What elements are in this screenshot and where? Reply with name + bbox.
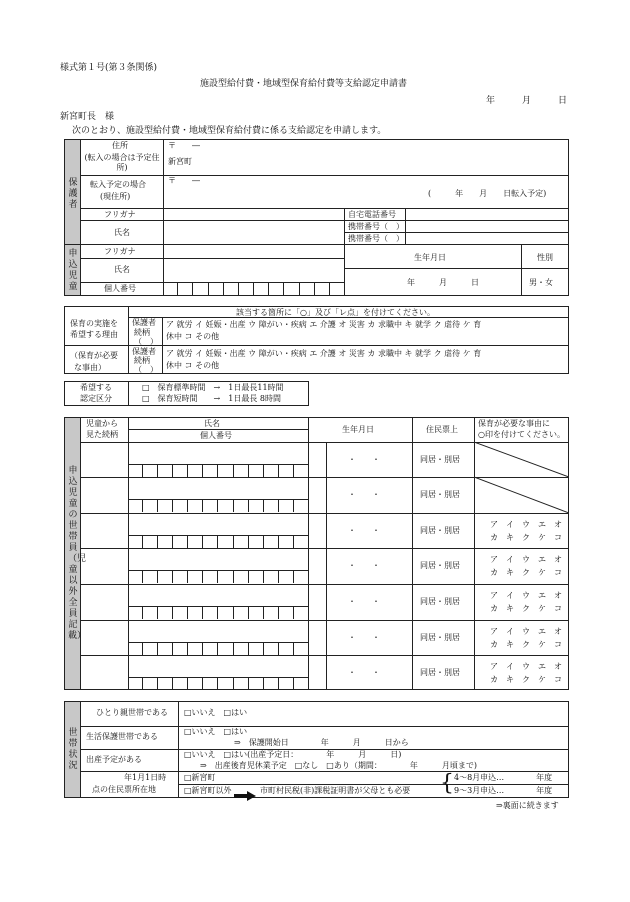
reason-options-2a[interactable]: ア 就労 イ 妊娠・出産 ウ 障がい・疾病 エ 介護 オ 災害 カ 求職中 キ 就学 ク 虐待 ケ 育 (166, 349, 482, 358)
status-side-label: 世帯状況 (68, 728, 78, 771)
birth-header: 生年月日 (342, 425, 374, 434)
member-birthdate[interactable]: ・ ・ (348, 668, 380, 677)
id-header: 個人番号 (200, 431, 232, 440)
guardian-rel-2b: 続柄 (134, 356, 150, 365)
single-parent-checkbox[interactable]: □いいえ □はい (184, 708, 248, 717)
personal-id-boxes[interactable] (128, 570, 308, 583)
outside-town-checkbox[interactable]: □新宮町以外 (184, 786, 232, 795)
child-name-label: 氏名 (114, 265, 130, 274)
sex-label: 性別 (537, 253, 553, 262)
guardian-rel-1b: 続柄 (134, 328, 150, 337)
reason-label-2a: （保育が必要 (70, 351, 118, 360)
need-options-2[interactable]: カ キ ク ケ コ (490, 640, 562, 649)
current-address-label: (現住所) (100, 192, 131, 201)
reason-options-1a[interactable]: ア 就労 イ 妊娠・出産 ウ 障がい・疾病 エ 介護 オ 災害 カ 求職中 キ 就学 ク 虐待 ケ 育 (166, 320, 482, 329)
reason-options-1b[interactable]: 休中 コ その他 (166, 332, 220, 341)
welfare-start-date[interactable]: ⇒ 保護開始日 年 月 日から (234, 738, 409, 747)
rel-header-1: 児童から (86, 419, 118, 428)
birth-plan-label: 出産予定がある (86, 755, 142, 764)
member-birthdate[interactable]: ・ ・ (348, 455, 380, 464)
postal-code-field-2[interactable]: 〒 ― (168, 176, 200, 185)
member-birthdate[interactable]: ・ ・ (348, 490, 380, 499)
need-options-2[interactable]: カ キ ク ケ コ (490, 533, 562, 542)
apr-aug-application[interactable]: 4～8月申込… 年度 (454, 773, 553, 782)
addressee: 新宮町長 様 (60, 112, 115, 122)
personal-id-boxes[interactable] (128, 606, 308, 619)
brace-icon: { (440, 771, 454, 796)
postal-code-field[interactable]: 〒 ― (168, 141, 200, 150)
personal-id-boxes[interactable] (128, 642, 308, 655)
need-options-1[interactable]: ア イ ウ エ オ (490, 555, 562, 564)
arrow-right-icon (234, 786, 256, 796)
transfer-label: 転入予定の場合 (90, 180, 146, 189)
guardian-name-label: 氏名 (114, 228, 130, 237)
reason-label-1a: 保育の実施を (70, 319, 118, 328)
need-options-2[interactable]: カ キ ク ケ コ (490, 604, 562, 613)
personal-id-boxes[interactable] (128, 535, 308, 548)
need-header-2: ○印を付けてください。 (478, 430, 565, 439)
cert-label-2: 認定区分 (80, 394, 112, 403)
sep-mar-application[interactable]: 9～3月申込… 年度 (454, 786, 553, 795)
member-residence[interactable]: 同居・別居 (420, 668, 460, 677)
need-options-1[interactable]: ア イ ウ エ オ (490, 627, 562, 636)
birthdate-value[interactable]: 年 月 日 (407, 278, 479, 287)
welfare-label: 生活保護世帯である (86, 732, 158, 741)
member-residence[interactable]: 同居・別居 (420, 597, 460, 606)
transfer-date[interactable]: ( 年 月 日転入予定) (428, 189, 547, 198)
member-birthdate[interactable]: ・ ・ (348, 561, 380, 570)
child-id-label: 個人番号 (104, 284, 136, 293)
personal-id-boxes[interactable] (128, 499, 308, 512)
form-number: 様式第１号(第３条関係) (60, 63, 158, 73)
personal-id-boxes[interactable] (128, 677, 308, 690)
town-checkbox[interactable]: □新宮町 (184, 773, 216, 782)
single-parent-label: ひとり親世帯である (96, 708, 168, 717)
date-line: 年 月 日 (486, 96, 568, 106)
member-residence[interactable]: 同居・別居 (420, 526, 460, 535)
name-header: 氏名 (204, 419, 220, 428)
reason-label-2b: な事由） (74, 363, 106, 372)
diagonal-strikes (474, 442, 569, 513)
mobile-phone-label-1: 携帯番号（ ） (348, 222, 404, 231)
reason-label-1b: 希望する理由 (70, 330, 118, 339)
town-name: 新宮町 (168, 157, 192, 166)
member-residence[interactable]: 同居・別居 (420, 561, 460, 570)
guardian-rel-2: 保護者 (132, 347, 156, 356)
residence-header: 住民票上 (426, 425, 458, 434)
need-options-2[interactable]: カ キ ク ケ コ (490, 675, 562, 684)
member-residence[interactable]: 同居・別居 (420, 633, 460, 642)
welfare-checkbox[interactable]: □いいえ □はい (184, 727, 248, 736)
birth-plan-checkbox[interactable]: □いいえ □はい(出産予定日： 年 月 日) (184, 750, 402, 759)
need-options-1[interactable]: ア イ ウ エ オ (490, 520, 562, 529)
birth-leave-checkbox[interactable]: ⇒ 出産後育児休業予定 □なし □あり（期間： 年 月頃まで) (200, 761, 477, 770)
child-id-boxes[interactable] (163, 283, 344, 295)
jan1-label-1: 年1月1日時 (124, 773, 167, 782)
need-header-1: 保育が必要な事由に (478, 419, 550, 428)
address-label: 住所 (112, 141, 128, 150)
guardian-rel-1c[interactable]: （ ） (134, 337, 158, 346)
form-title: 施設型給付費・地域型保育給付費等支給認定申請書 (200, 79, 408, 89)
member-birthdate[interactable]: ・ ・ (348, 633, 380, 642)
outside-town-note: 市町村民税(非)課税証明書が父母とも必要 (260, 786, 411, 795)
rel-header-2: 見た続柄 (86, 430, 118, 439)
jan1-label-2: 点の住民票所在地 (92, 785, 156, 794)
cert-short-checkbox[interactable]: □ 保育短時間 → 1日最長 8時間 (142, 394, 281, 403)
intro-text: 次のとおり、施設型給付費・地域型保育給付費に係る支給認定を申請します。 (72, 126, 387, 136)
cert-standard-checkbox[interactable]: □ 保育標準時間 → 1日最長11時間 (142, 383, 284, 392)
need-options-1[interactable]: ア イ ウ エ オ (490, 591, 562, 600)
member-birthdate[interactable]: ・ ・ (348, 597, 380, 606)
reason-options-2b[interactable]: 休中 コ その他 (166, 361, 220, 370)
reason-instruction: 該当する箇所に「○」及び「レ点」を付けてください。 (236, 308, 435, 317)
child-furigana-label: フリガナ (104, 247, 136, 256)
member-residence[interactable]: 同居・別居 (420, 490, 460, 499)
need-options-2[interactable]: カ キ ク ケ コ (490, 568, 562, 577)
cert-label-1: 希望する (80, 383, 112, 392)
transfer-note: (転入の場合は予定住所) (84, 153, 160, 172)
birthdate-label: 生年月日 (414, 253, 446, 262)
furigana-label: フリガナ (104, 210, 136, 219)
household-side-label: 申込児童の世帯員（児童以外全員記載） (68, 466, 87, 641)
member-birthdate[interactable]: ・ ・ (348, 526, 380, 535)
personal-id-boxes[interactable] (128, 464, 308, 477)
sex-value[interactable]: 男・女 (529, 278, 553, 287)
child-side-label: 申込児童 (68, 249, 78, 292)
continue-note: ⇒裏面に続きます (496, 801, 559, 810)
guardian-side-label: 保護者 (68, 178, 78, 210)
member-residence[interactable]: 同居・別居 (420, 455, 460, 464)
guardian-rel-1: 保護者 (132, 318, 156, 327)
need-options-1[interactable]: ア イ ウ エ オ (490, 662, 562, 671)
home-phone-label: 自宅電話番号 (348, 210, 396, 219)
guardian-rel-2c[interactable]: （ ） (134, 365, 158, 374)
mobile-phone-label-2: 携帯番号（ ） (348, 234, 404, 243)
